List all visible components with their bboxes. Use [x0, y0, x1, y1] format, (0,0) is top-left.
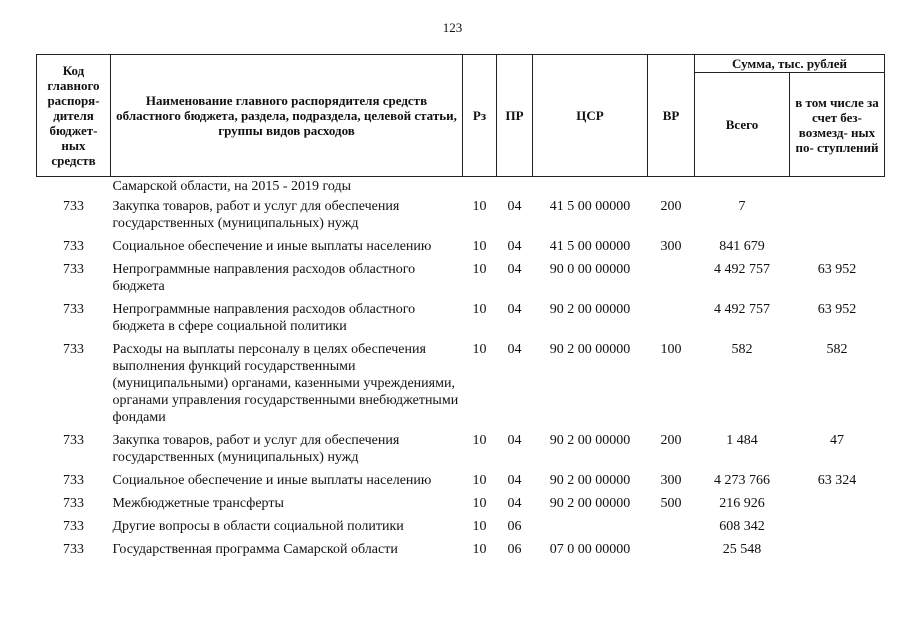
header-total: Всего — [695, 73, 790, 177]
cell-rz: 10 — [472, 433, 487, 448]
page-number: 123 — [442, 20, 463, 35]
cell-vr: 200 — [660, 433, 682, 448]
cell-name: Межбюджетные трансферты — [112, 496, 284, 511]
cell-grant — [790, 538, 885, 561]
cell-csr: 41 5 00 00000 — [549, 239, 631, 254]
cell-grant: 582 — [826, 342, 848, 357]
cell-pr: 04 — [507, 302, 522, 317]
cell-pr: 04 — [507, 342, 522, 357]
cell-vr — [648, 258, 695, 298]
cell-rz: 10 — [472, 473, 487, 488]
table-row — [37, 469, 885, 492]
header-vr: ВР — [648, 55, 695, 177]
cell-name: Закупка товаров, работ и услуг для обеспечения государственных (муниципальных) нужд — [112, 199, 400, 231]
table-row — [37, 538, 885, 561]
cell-total: 4 492 757 — [714, 262, 770, 277]
cell-pr: 04 — [507, 433, 522, 448]
cell-csr: 90 2 00 00000 — [549, 302, 631, 317]
cell-grant: 63 952 — [817, 302, 857, 317]
cell-grant — [790, 195, 885, 235]
cell-rz: 10 — [472, 199, 487, 214]
table-row — [37, 492, 885, 515]
cell-csr: 90 2 00 00000 — [549, 433, 631, 448]
cell-name: Социальное обеспечение и иные выплаты населению — [112, 473, 432, 488]
cell-total: 841 679 — [719, 239, 765, 254]
cell-csr — [533, 515, 648, 538]
cell-total: 216 926 — [719, 496, 765, 511]
cell-name: Расходы на выплаты персоналу в целях обеспечения выполнения функций государственными (муниципальными) органами, казенными учреждениями, органами управления государственными внебюджетными фондами — [112, 342, 459, 425]
cell-name: Другие вопросы в области социальной политики — [112, 519, 404, 534]
cell-name: Непрограммные направления расходов областного бюджета в сфере социальной политики — [112, 302, 416, 334]
cell-pr: 04 — [507, 262, 522, 277]
cell-vr: 200 — [660, 199, 682, 214]
cell-name: Государственная программа Самарской области — [112, 542, 398, 557]
cell-rz: 10 — [472, 239, 487, 254]
cell-code: 733 — [63, 199, 84, 214]
budget-table — [36, 54, 885, 561]
cell-name: Непрограммные направления расходов областного бюджета — [112, 262, 416, 294]
cell-csr: 90 0 00 00000 — [549, 262, 631, 277]
cell-code: 733 — [63, 342, 84, 357]
cell-grant — [790, 515, 885, 538]
cell-csr: 07 0 00 00000 — [549, 542, 631, 557]
cell-rz: 10 — [472, 302, 487, 317]
cell-name: Социальное обеспечение и иные выплаты населению — [112, 239, 432, 254]
cell-total: 25 548 — [722, 542, 762, 557]
cell-code: 733 — [63, 473, 84, 488]
cell-vr — [648, 515, 695, 538]
cell-pr: 04 — [507, 496, 522, 511]
continuation-text: Самарской области, на 2015 - 2019 годы — [112, 179, 352, 194]
cell-vr: 500 — [660, 496, 682, 511]
cell-grant — [790, 235, 885, 258]
cell-pr: 06 — [507, 542, 522, 557]
cell-code: 733 — [63, 496, 84, 511]
table-row — [37, 235, 885, 258]
header-grant: в том числе за счет без- возмезд- ных по- ступлений — [790, 73, 885, 177]
cell-code: 733 — [63, 433, 84, 448]
cell-total: 1 484 — [726, 433, 758, 448]
cell-vr: 300 — [660, 473, 682, 488]
cell-code: 733 — [63, 519, 84, 534]
header-name: Наименование главного распорядителя средств областного бюджета, раздела, подраздела, целевой статьи, группы видов расходов — [111, 55, 463, 177]
cell-code: 733 — [63, 542, 84, 557]
cell-grant: 63 952 — [817, 262, 857, 277]
cell-total: 582 — [731, 342, 753, 357]
cell-pr: 04 — [507, 239, 522, 254]
cell-rz: 10 — [472, 542, 487, 557]
cell-total: 4 492 757 — [714, 302, 770, 317]
cell-csr: 41 5 00 00000 — [549, 199, 631, 214]
table-row — [37, 338, 885, 429]
cell-name: Закупка товаров, работ и услуг для обеспечения государственных (муниципальных) нужд — [112, 433, 400, 465]
table-row — [37, 298, 885, 338]
header-code: Код главного распоря- дителя бюджет- ных средств — [37, 55, 111, 177]
cell-rz: 10 — [472, 342, 487, 357]
cell-grant: 47 — [830, 433, 844, 448]
cell-code: 733 — [63, 262, 84, 277]
table-row — [37, 515, 885, 538]
cell-csr: 90 2 00 00000 — [549, 342, 631, 357]
cell-grant: 63 324 — [817, 473, 857, 488]
table-row — [37, 195, 885, 235]
header-csr: ЦСР — [533, 55, 648, 177]
cell-rz: 10 — [472, 519, 487, 534]
cell-vr: 100 — [660, 342, 682, 357]
cell-csr: 90 2 00 00000 — [549, 496, 631, 511]
cell-total: 7 — [738, 199, 746, 214]
header-sum: Сумма, тыс. рублей — [695, 55, 885, 73]
cell-rz: 10 — [472, 262, 487, 277]
cell-csr: 90 2 00 00000 — [549, 473, 631, 488]
cell-pr: 06 — [507, 519, 522, 534]
cell-code: 733 — [63, 302, 84, 317]
cell-total: 608 342 — [719, 519, 765, 534]
header-rz: Рз — [463, 55, 497, 177]
table-row — [37, 429, 885, 469]
cell-vr: 300 — [660, 239, 682, 254]
cell-grant — [790, 492, 885, 515]
cell-vr — [648, 538, 695, 561]
cell-pr: 04 — [507, 473, 522, 488]
cell-total: 4 273 766 — [714, 473, 770, 488]
header-pr: ПР — [497, 55, 533, 177]
table-row — [37, 258, 885, 298]
cell-code: 733 — [63, 239, 84, 254]
cell-pr: 04 — [507, 199, 522, 214]
cell-vr — [648, 298, 695, 338]
cell-rz: 10 — [472, 496, 487, 511]
